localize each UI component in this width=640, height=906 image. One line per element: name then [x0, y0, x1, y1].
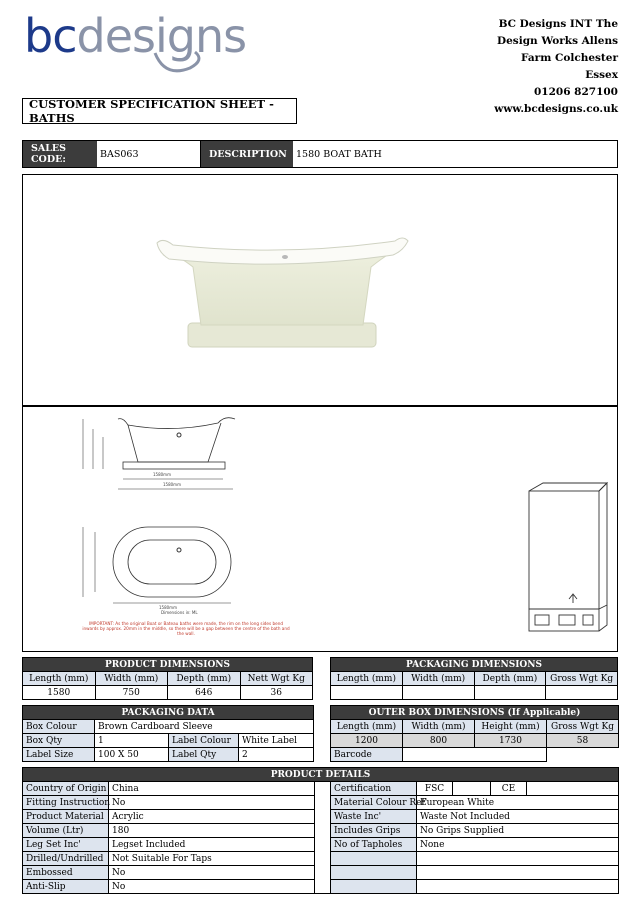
- product-details-table: [22, 767, 619, 894]
- address-phone: 01206 827100: [533, 86, 618, 98]
- outer-width-value: 800: [403, 734, 475, 748]
- row-label: Box Colour: [23, 720, 95, 734]
- detail-label: [331, 852, 417, 866]
- brand-logo: [24, 6, 246, 66]
- pkg-width-value: [402, 686, 474, 700]
- address-line: Essex: [585, 69, 618, 81]
- row-label: Box Qty: [23, 734, 95, 748]
- detail-label: Material Colour Ref': [331, 796, 417, 810]
- detail-label: Volume (Ltr): [23, 824, 109, 838]
- outer-box-table: [330, 705, 619, 762]
- description-value: 1580 BOAT BATH: [296, 148, 382, 160]
- detail-value: Not Suitable For Taps: [109, 852, 315, 866]
- sales-code-label: SALES CODE:: [23, 141, 97, 167]
- detail-label: Country of Origin: [23, 782, 109, 796]
- section-title: PRODUCT DIMENSIONS: [23, 658, 313, 672]
- col-header: Length (mm): [23, 672, 96, 686]
- technical-drawing: [23, 407, 617, 651]
- certification-label: Certification: [331, 782, 417, 796]
- empty-cell: [547, 748, 619, 762]
- label-colour-value: White Label: [239, 734, 314, 748]
- spacer: [315, 866, 331, 880]
- overflow-icon: [282, 255, 288, 259]
- col-header: Width (mm): [95, 672, 168, 686]
- ce-value: [527, 782, 619, 796]
- description-label: DESCRIPTION: [201, 141, 293, 167]
- col-header: Width (mm): [403, 720, 475, 734]
- spacer: [315, 782, 331, 796]
- detail-value: Acrylic: [109, 810, 315, 824]
- spacer: [315, 824, 331, 838]
- col-header: Length (mm): [331, 720, 403, 734]
- outer-height-value: 1730: [475, 734, 547, 748]
- technical-drawing-panel: [22, 406, 618, 652]
- dim-label: 1580mm: [159, 605, 177, 610]
- product-dimensions-table: [22, 657, 313, 700]
- logo-bc: bc: [24, 9, 77, 63]
- packaging-data-table: [22, 705, 314, 762]
- outer-length-value: 1200: [331, 734, 403, 748]
- row-label: Label Qty: [169, 748, 239, 762]
- width-value: 750: [95, 686, 168, 700]
- detail-value: No Grips Supplied: [417, 824, 619, 838]
- spacer: [315, 880, 331, 894]
- barcode-label: Barcode: [331, 748, 403, 762]
- detail-label: [331, 880, 417, 894]
- sheet-title: CUSTOMER SPECIFICATION SHEET - BATHS: [22, 98, 297, 124]
- col-header: Nett Wgt Kg: [240, 672, 313, 686]
- detail-label: Anti-Slip: [23, 880, 109, 894]
- detail-value: China: [109, 782, 315, 796]
- outer-weight-value: 58: [547, 734, 619, 748]
- col-header: Height (mm): [475, 720, 547, 734]
- product-photo-panel: [22, 174, 618, 406]
- detail-value: Legset Included: [109, 838, 315, 852]
- pkg-depth-value: [474, 686, 546, 700]
- col-header: Gross Wgt Kg: [547, 720, 619, 734]
- dim-label: Dimensions in: ML: [161, 610, 198, 615]
- dim-label: 1580mm: [153, 472, 171, 477]
- sales-code-value: BAS063: [97, 141, 201, 167]
- row-label: Label Size: [23, 748, 95, 762]
- detail-label: Waste Inc': [331, 810, 417, 824]
- address-line: Farm Colchester: [520, 52, 618, 64]
- fsc-label: FSC: [417, 782, 453, 796]
- drawing-note: IMPORTANT: As the original Boat or Bateau baths were made, the rim on the long sides bend inwards by approx. 20mm in the middle, so there will be a gap between the centre of the bath and the wall.: [82, 621, 290, 636]
- pkg-weight-value: [546, 686, 618, 700]
- dim-label: 1580mm: [163, 482, 181, 487]
- fsc-value: [453, 782, 491, 796]
- detail-label: Product Material: [23, 810, 109, 824]
- section-title: OUTER BOX DIMENSIONS (If Applicable): [331, 706, 619, 720]
- detail-value: [417, 866, 619, 880]
- detail-value: No: [109, 796, 315, 810]
- detail-value: [417, 852, 619, 866]
- detail-label: Fitting Instruction: [23, 796, 109, 810]
- detail-label: Embossed: [23, 866, 109, 880]
- row-label: Label Colour: [169, 734, 239, 748]
- spacer: [315, 796, 331, 810]
- detail-value: [417, 880, 619, 894]
- detail-label: Includes Grips: [331, 824, 417, 838]
- col-header: Depth (mm): [474, 672, 546, 686]
- spacer: [315, 838, 331, 852]
- address-line: Design Works Allens: [497, 35, 618, 47]
- col-header: Length (mm): [331, 672, 403, 686]
- detail-label: Drilled/Undrilled: [23, 852, 109, 866]
- logo-designs: designs: [76, 9, 247, 63]
- detail-label: Leg Set Inc': [23, 838, 109, 852]
- pkg-length-value: [331, 686, 403, 700]
- bath-photo: [23, 175, 617, 405]
- box-qty-value: 1: [95, 734, 169, 748]
- detail-value: Waste Not Included: [417, 810, 619, 824]
- detail-label: No of Tapholes: [331, 838, 417, 852]
- detail-value: 180: [109, 824, 315, 838]
- detail-value: No: [109, 880, 315, 894]
- detail-value: None: [417, 838, 619, 852]
- box-colour-value: Brown Cardboard Sleeve: [95, 720, 314, 734]
- detail-label: [331, 866, 417, 880]
- col-header: Gross Wgt Kg: [546, 672, 618, 686]
- address-website[interactable]: www.bcdesigns.co.uk: [494, 103, 618, 115]
- length-value: 1580: [23, 686, 96, 700]
- col-header: Width (mm): [402, 672, 474, 686]
- label-size-value: 100 X 50: [95, 748, 169, 762]
- section-title: PACKAGING DATA: [23, 706, 314, 720]
- address-line: BC Designs INT The: [498, 18, 618, 30]
- header-bar: [22, 140, 618, 168]
- detail-value: European White: [417, 796, 619, 810]
- barcode-value: [403, 748, 547, 762]
- spacer: [315, 810, 331, 824]
- depth-value: 646: [168, 686, 241, 700]
- company-address: [494, 16, 618, 118]
- logo-swash: [150, 48, 210, 78]
- weight-value: 36: [240, 686, 313, 700]
- ce-label: CE: [491, 782, 527, 796]
- section-title: PRODUCT DETAILS: [23, 768, 619, 782]
- col-header: Depth (mm): [168, 672, 241, 686]
- spacer: [315, 852, 331, 866]
- detail-value: No: [109, 866, 315, 880]
- label-qty-value: 2: [239, 748, 314, 762]
- section-title: PACKAGING DIMENSIONS: [331, 658, 618, 672]
- packaging-dimensions-table: [330, 657, 618, 700]
